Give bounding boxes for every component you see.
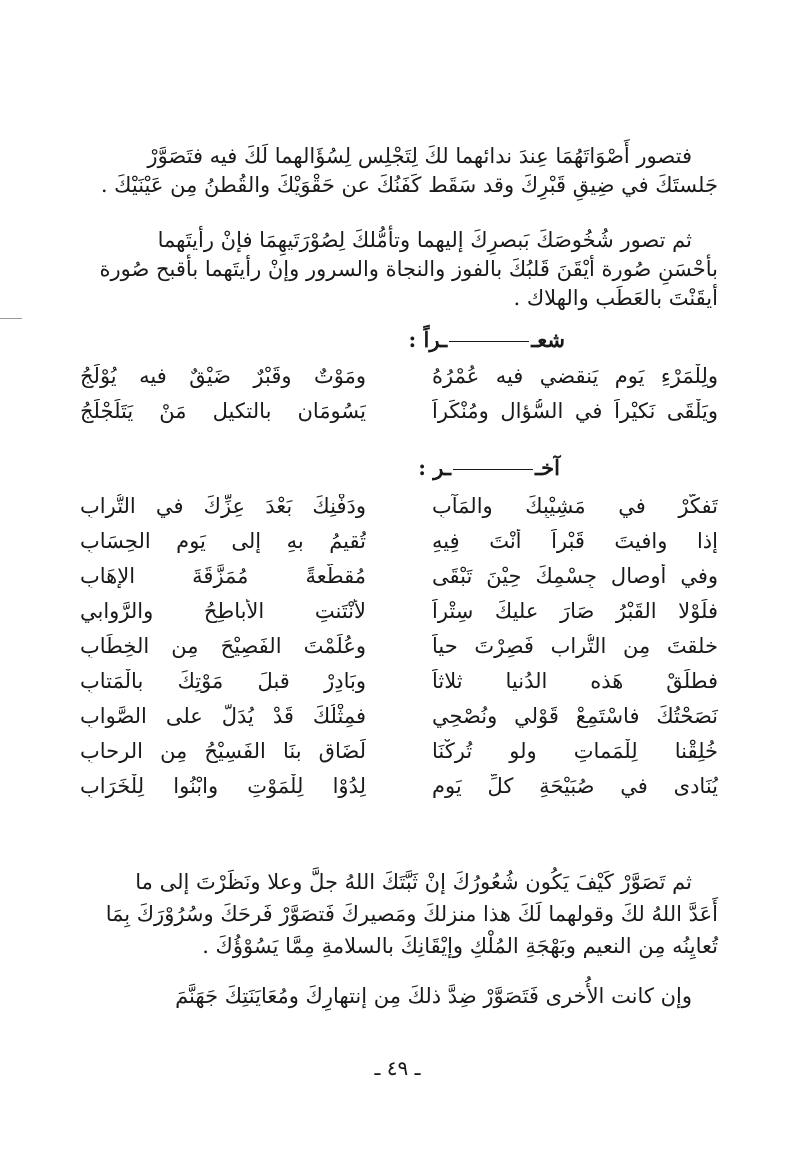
verse [80, 628, 718, 663]
heading-start: شعـ [531, 327, 565, 352]
paragraph-1 [80, 142, 718, 200]
hemistich-first: فلَوْلا القَبْرُ صَارَ عليكَ سِتْراً [432, 598, 718, 623]
hemistich-second: ودَفْنِكَ بَعْدَ عِزِّكَ في التُّرابِ [80, 493, 366, 518]
paragraph-line: ثم تصور شُخُوصَكَ بَبصرِكَ إليهما وتأمُّلكَ لِصُوْرَتَيهِمَا فإنْ رأيتَهما [157, 228, 692, 252]
verse [80, 768, 718, 803]
hemistich-first: تَفكَّرْ في مَشِيْبِكَ والمَآبِ [432, 493, 718, 518]
paragraph-line: فتصور أَصْوَاتَهُمَا عِندَ ندائهما لكَ لِتَجْلِس لِسُؤَالهما لَكَ فيه فتَصَوَّرْ [147, 144, 692, 168]
hemistich-first: يُنَادى في صُبَيْحَةِ كلِّ يَومٍ [432, 773, 718, 798]
paragraph-line: ثم تَصَوَّرْ كَيْفَ يَكُون شُعُورُكَ إنْ ثَبَّتَكَ اللهُ جلَّ وعلا ونَظَرْتَ إلى ما [135, 870, 692, 894]
hemistich-second: تُقيمُ بهِ إلى يَومِ الحِسَابِ [80, 528, 366, 553]
hemistich-second: لأنْتَنتِ الأباطِحُ والرَّوابي [80, 598, 366, 623]
heading-end: ـر : [418, 455, 452, 480]
paragraph-2 [80, 226, 718, 313]
paragraph-line: بأحْسَنِ صُورة أيْقَنَ قَلبُكَ بالفوز والنجاة والسرور وإنْ رأيتَهما بأقبح صُورة [99, 257, 718, 281]
hemistich-first: خلقتَ مِن التُّراب فَصِرْتَ حياً [432, 633, 718, 658]
verse [80, 523, 718, 558]
verse [80, 558, 718, 593]
hemistich-first: ولِلْمَرْءِ يَوم يَنقضي فيه عُمْرُهُ [432, 363, 718, 388]
heading-end: ـراً : [408, 327, 448, 352]
paragraph-line: أيقَنْتَ بالعَطَب والهلاك . [513, 286, 718, 310]
poem-1 [80, 358, 718, 428]
hemistich-second: مُقطَّعةً مُمَزَّقَةَ الإهَابِ [80, 563, 366, 588]
hemistich-first: خُلِقْنا لِلْمَماتِ ولو تُركْنَا [432, 738, 718, 763]
hemistich-second: ومَوْتٌ وقَبْرٌ ضَيْقٌ فيه يُوْلَجُ [80, 363, 366, 388]
paragraph-4 [80, 982, 718, 1011]
verse [80, 698, 718, 733]
hemistich-first: وفي أوصالِ جِسْمِكَ حِيْنَ تَبْقَى [432, 563, 718, 588]
margin-mark [0, 318, 22, 319]
poem-2 [80, 488, 718, 803]
verse [80, 393, 718, 428]
kashida-line [449, 341, 529, 342]
verse [80, 663, 718, 698]
verse [80, 733, 718, 768]
hemistich-first: إذا وافيتَ قَبْراً أنْتَ فِيهِ [432, 528, 718, 553]
poem-heading-2 [418, 455, 560, 480]
heading-start: آخـ [535, 455, 560, 480]
hemistich-second: يَسُومَانِ بالتكيلِ مَنْ يَتَلَجْلَجُ [80, 398, 366, 423]
poem-heading-1 [408, 327, 565, 352]
hemistich-second: وعُلِّمْتَ الفَصِيْحَ مِن الخِطَابِ [80, 633, 366, 658]
hemistich-first: نَصَحْتُكَ فاسْتَمِعْ قَوْلي ونُصْحِي [432, 703, 718, 728]
hemistich-first: ويَلْقَى نَكيْراً في السُّؤالِ ومُنْكَراً [432, 398, 718, 423]
paragraph-line: جَلستَكَ في ضِيقِ قَبْرِكَ وقد سَقَط كَفَنُكَ عن حَقْوَيْكَ والقُطنُ مِن عَيْنَيْكَ . [100, 173, 718, 197]
paragraph-line: أَعَدَّ اللهُ لكَ وقولهما لَكَ هذا منزلكَ ومَصيركَ فَتصَوَّرْ فَرحَكَ وسُرُوْرَكَ بِمَا [105, 902, 718, 926]
hemistich-second: لِدُوْا لِلْمَوْتِ وابْنُوا لِلْخَرَابِ [80, 773, 366, 798]
kashida-line [453, 469, 533, 470]
hemistich-first: فطلِّقْ هَذه الدُنيا ثلاثاً [432, 668, 718, 693]
paragraph-line: تُعايِنُه مِن النعيم وبَهْجَةِ المُلْكِ وإيْقَانِكَ بالسلامةِ مِمَّا يَسُوْؤُكَ . [202, 934, 718, 958]
verse [80, 358, 718, 393]
hemistich-second: فمِثْلُكَ قَدْ يُدَلُّ على الصَّوابِ [80, 703, 366, 728]
paragraph-line: وإن كانت الأُخرى فَتَصَوَّرْ ضِدَّ ذلكَ مِن إنتهارِكَ ومُعَايَنَتِكَ جَهَنَّمَ [175, 984, 692, 1008]
verse [80, 593, 718, 628]
verse [80, 488, 718, 523]
hemistich-second: وبَادِرْ قبلَ مَوْتِكَ بالْمَتابِ [80, 668, 366, 693]
page-number: ـ ٤٩ ـ [374, 1056, 421, 1080]
paragraph-3 [80, 866, 718, 962]
hemistich-second: لَضَاق بنَا الفَسِيْحُ مِن الرحابِ [80, 738, 366, 763]
